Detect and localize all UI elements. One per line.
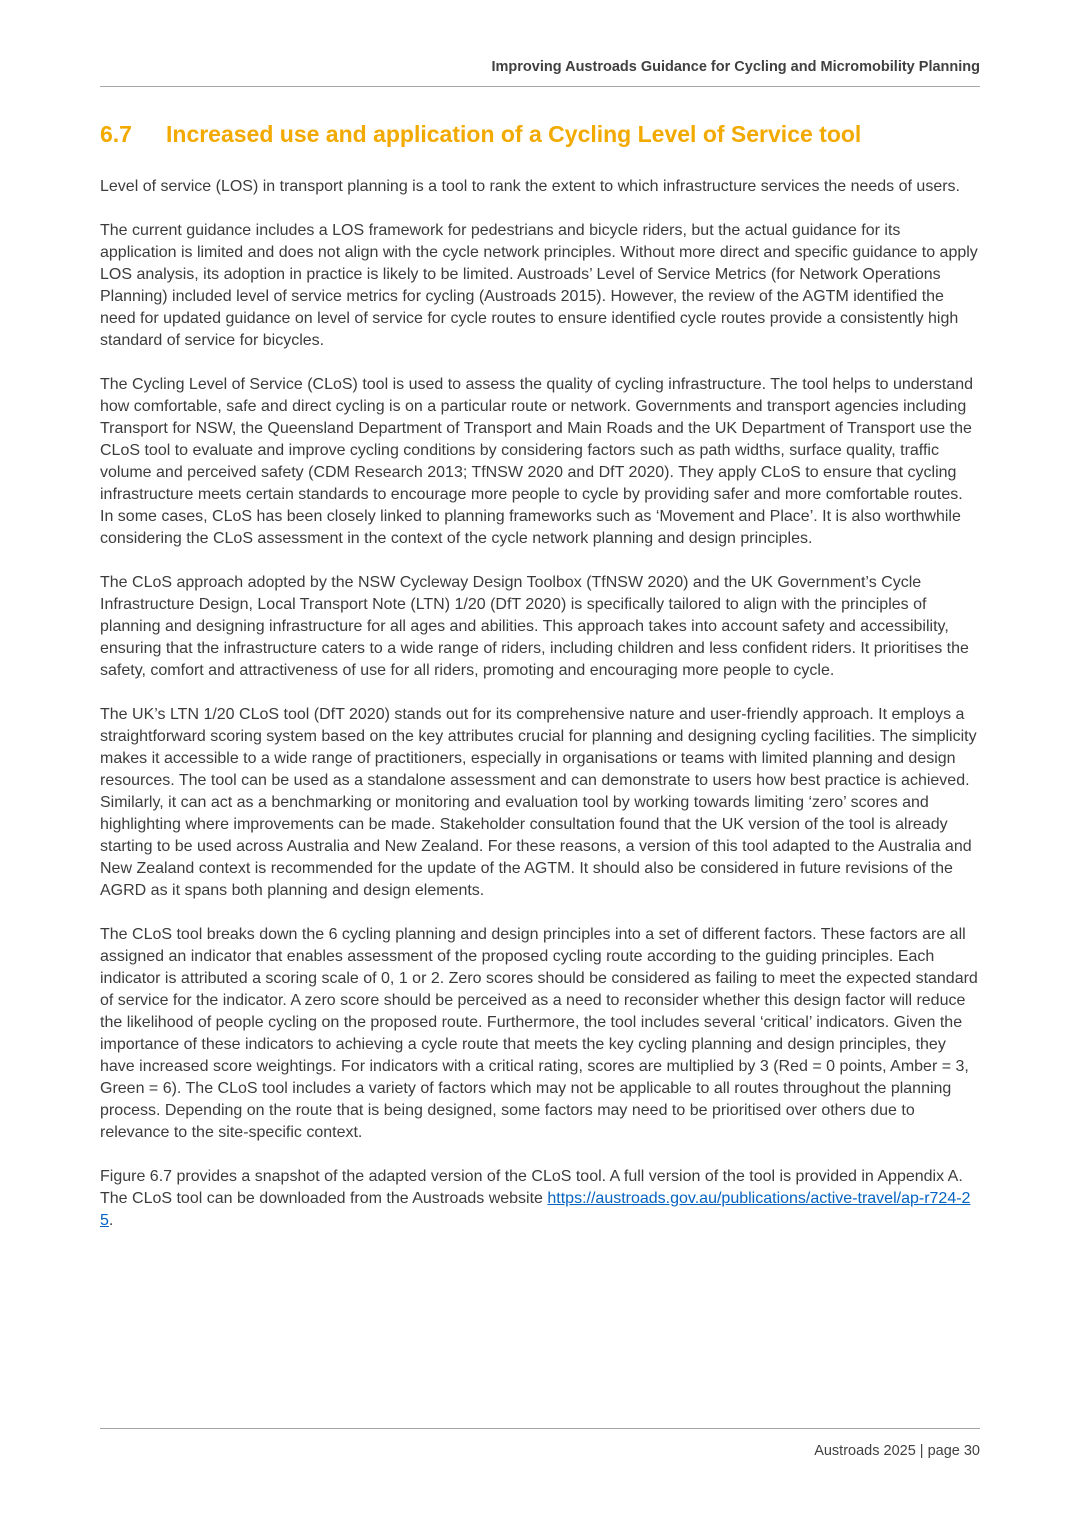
section-number: 6.7 bbox=[100, 121, 132, 147]
section-heading bbox=[100, 121, 980, 148]
closing-text-after: . bbox=[108, 1212, 114, 1229]
body-copy bbox=[100, 176, 980, 1232]
body-paragraph-3: The Cycling Level of Service (CLoS) tool is used to assess the quality of cycling infrastructure. The tool helps to understand how comfortable, safe and direct cycling is on a particular route or network. Governments and transport agencies including Transport for NSW, the Queensland Department of Transport and Main Roads and the UK Department of Transport use the CLoS tool to evaluate and improve cycling conditions by considering factors such as path widths, surface quality, traffic volume and perceived safety (CDM Research 2013; TfNSW 2020 and DfT 2020). They apply CLoS to ensure that cycling infrastructure meets certain standards to encourage more people to cycle by providing safer and more comfortable routes. In some cases, CLoS has been closely linked to planning frameworks such as ‘Movement and Place’. It is also worthwhile considering the CLoS assessment in the context of the cycle network planning and design principles. bbox=[100, 376, 974, 547]
austroads-tool-link[interactable]: https://austroads.gov.au/publications/active-travel/ap-r724-25 bbox=[100, 1190, 971, 1229]
body-paragraph-2: The current guidance includes a LOS framework for pedestrians and bicycle riders, but the actual guidance for its application is limited and does not align with the cycle network principles. Without more direct and specific guidance to apply LOS analysis, its adoption in practice is likely to be limited. Austroads’ Level of Service Metrics (for Network Operations Planning) included level of service metrics for cycling (Austroads 2015). However, the review of the AGTM identified the need for updated guidance on level of service for cycle routes to ensure identified cycle routes provide a consistently high standard of service for bicycles. bbox=[100, 222, 978, 349]
body-paragraph-1: Level of service (LOS) in transport planning is a tool to rank the extent to which infrastructure services the needs of users. bbox=[100, 178, 960, 195]
closing-paragraph bbox=[100, 1166, 980, 1232]
closing-text-before: Figure 6.7 provides a snapshot of the adapted version of the CLoS tool. A full version of the tool is provided in Appendix A. The CLoS tool can be downloaded from the Austroads website bbox=[100, 1168, 963, 1207]
page-footer bbox=[100, 1428, 980, 1460]
page-header bbox=[100, 58, 980, 87]
section-title: Increased use and application of a Cycling Level of Service tool bbox=[166, 121, 862, 147]
body-paragraph-4: The CLoS approach adopted by the NSW Cycleway Design Toolbox (TfNSW 2020) and the UK Government’s Cycle Infrastructure Design, Local Transport Note (LTN) 1/20 (DfT 2020) is specifically tailored to align with the principles of planning and designing infrastructure for all ages and abilities. This approach takes into account safety and accessibility, ensuring that the infrastructure caters to a wide range of riders, including children and less confident riders. It prioritises the safety, comfort and attractiveness of use for all riders, promoting and encouraging more people to cycle. bbox=[100, 574, 969, 679]
footer-page-label: Austroads 2025 | page 30 bbox=[814, 1443, 980, 1459]
body-paragraph-5: The UK’s LTN 1/20 CLoS tool (DfT 2020) stands out for its comprehensive nature and user-friendly approach. It employs a straightforward scoring system based on the key attributes crucial for planning and designing cycling facilities. The simplicity makes it accessible to a wide range of practitioners, especially in organisations or teams with limited planning and design resources. The tool can be used as a standalone assessment and can demonstrate to users how best practice is achieved. Similarly, it can act as a benchmarking or monitoring and evaluation tool by working towards limiting ‘zero’ scores and highlighting where improvements can be made. Stakeholder consultation found that the UK version of the tool is already starting to be used across Australia and New Zealand. For these reasons, a version of this tool adapted to the Australia and New Zealand context is recommended for the update of the AGTM. It should also be considered in future revisions of the AGRD as it spans both planning and design elements. bbox=[100, 706, 977, 899]
body-paragraph-6: The CLoS tool breaks down the 6 cycling planning and design principles into a set of different factors. These factors are all assigned an indicator that enables assessment of the proposed cycling route according to the guiding principles. Each indicator is attributed a scoring scale of 0, 1 or 2. Zero scores should be considered as failing to meet the expected standard of service for the indicator. A zero score should be perceived as a need to reconsider whether this design factor will reduce the likelihood of people cycling on the proposed route. Furthermore, the tool includes several ‘critical’ indicators. Given the importance of these indicators to achieving a cycle route that meets the key cycling planning and design principles, they have increased score weightings. For indicators with a critical rating, scores are multiplied by 3 (Red = 0 points, Amber = 3, Green = 6). The CLoS tool includes a variety of factors which may not be applicable to all routes throughout the planning process. Depending on the route that is being designed, some factors may need to be prioritised over others due to relevance to the site-specific context. bbox=[100, 926, 978, 1141]
running-header-title: Improving Austroads Guidance for Cycling and Micromobility Planning bbox=[491, 59, 980, 75]
